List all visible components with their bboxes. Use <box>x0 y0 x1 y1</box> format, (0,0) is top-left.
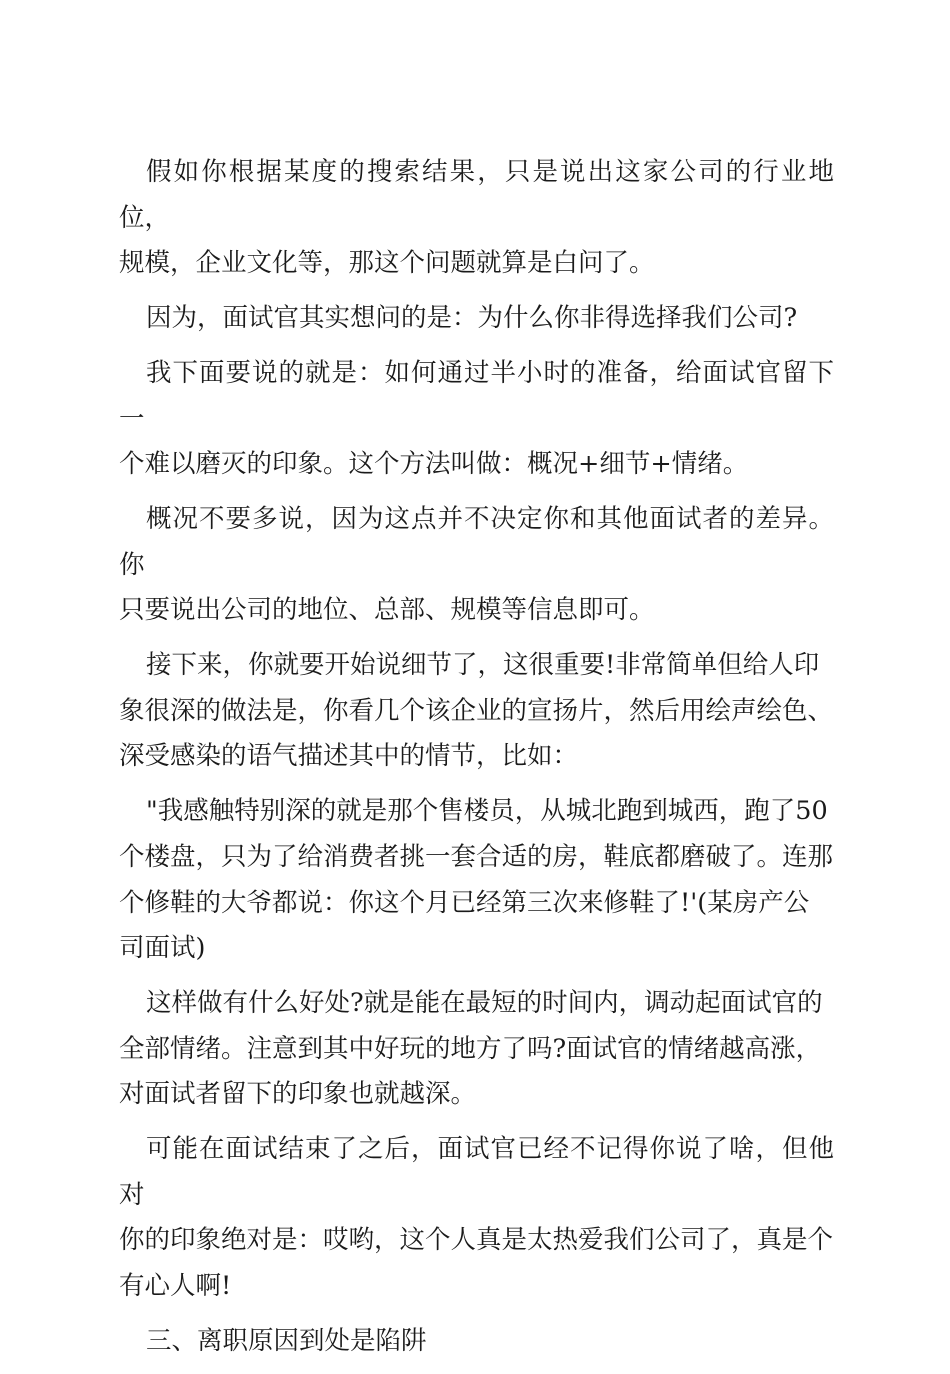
paragraph: 可能在面试结束了之后，面试官已经不记得你说了啥，但他对 你的印象绝对是：哎哟，这个人真是太热爱我们公司了，真是个 有心人啊! <box>119 1134 834 1302</box>
section-heading: 三、离职原因到处是陷阱 <box>146 1325 427 1356</box>
quote-paragraph: "我感触特别深的就是那个售楼员，从城北跑到城西，跑了50 个楼盘，只为了给消费者挑一套合适的房，鞋底都磨破了。连那 个修鞋的大爷都说：你这个月已经第三次来修鞋了!'(某房产公 司面试) <box>119 796 834 964</box>
paragraph: 因为，面试官其实想问的是：为什么你非得选择我们公司? <box>146 303 798 334</box>
paragraph: 概况不要多说，因为这点并不决定你和其他面试者的差异。你 只要说出公司的地位、总部、规模等信息即可。 <box>119 503 834 626</box>
document-body <box>119 150 834 1374</box>
paragraph: 假如你根据某度的搜索结果，只是说出这家公司的行业地位， 规模，企业文化等，那这个问题就算是白问了。 <box>119 157 834 279</box>
paragraph: 我下面要说的就是：如何通过半小时的准备，给面试官留下一 个难以磨灭的印象。这个方法叫做：概况+细节+情绪。 <box>119 357 834 480</box>
paragraph: 接下来，你就要开始说细节了，这很重要!非常简单但给人印 象很深的做法是，你看几个该企业的宣扬片，然后用绘声绘色、 深受感染的语气描述其中的情节，比如： <box>119 650 834 772</box>
paragraph: 这样做有什么好处?就是能在最短的时间内，调动起面试官的 全部情绪。注意到其中好玩的地方了吗?面试官的情绪越高涨， 对面试者留下的印象也就越深。 <box>119 987 823 1110</box>
